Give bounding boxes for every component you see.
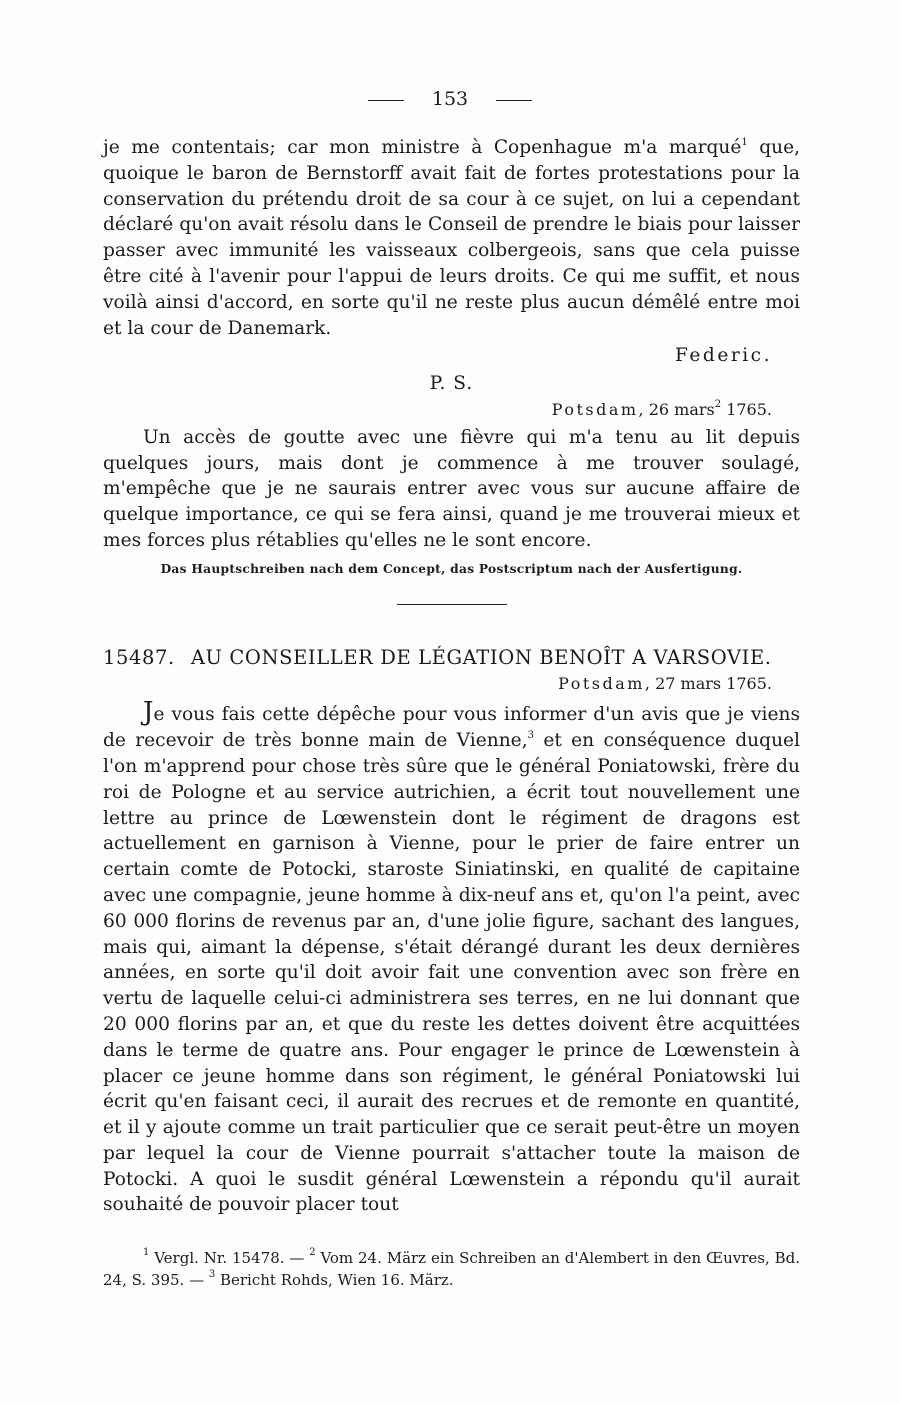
source-note: Das Hauptschreiben nach dem Concept, das Postscriptum nach der Ausfertigung. (160, 561, 743, 576)
footnote-text (103, 1247, 800, 1291)
footnote-2: Vom 24. März ein Schreiben an d'Alembert in den Œuvres, Bd. 24, S. 395. — (103, 1249, 800, 1289)
letter2-place: Potsdam (558, 673, 645, 693)
letter2-body-start: e vous fais cette dépêche pour vous informer d'un avis que je viens de recevoir de très bonne main de Vienne, (103, 704, 800, 752)
postscript-place: Potsdam (551, 399, 639, 419)
main-text (103, 135, 800, 1218)
page-number: 153 (431, 88, 469, 110)
letter2-dateline (103, 671, 800, 697)
letter2-body-cont: et en conséquence duquel l'on m'apprend pour chose très sûre que le général Poniatowski, frère du roi de Pologne et au service autrichien, a écrit tout nouvellement une lettre au prince de Lœwenstein dont le régiment de dragons est actuellement en garnison à Vienne, pour le prier de faire entrer un certain comte de Potocki, staroste Siniatinski, en qualité de capitaine avec une compagnie, jeune homme à dix-neuf ans et, qu'on l'a peint, avec 60 000 florins de revenus par an, d'une jolie figure, sachant des langues, mais qui, aimant la dépense, s'était dérangé durant les deux dernières années, en sorte qu'il doit avoir fait une convention avec son frère en vertu de laquelle celui-ci administrera ses terres, en ne lui donnant que 20 000 florins par an, et que du reste les dettes doivent être acquittées dans le terme de quatre ans. Pour engager le prince de Lœwenstein à placer ce jeune homme dans son régiment, le général Poniatowski lui écrit qu'en faisant ceci, il aurait des recrues et de remonte en quantité, et il y ajoute comme un trait particulier que ce serait peut-être un moyen par lequel la cour de Vienne pourrait s'attacher toute la maison de Potocki. A quoi le susdit général Lœwenstein a répondu qu'il aurait souhaité de pouvoir placer tout (103, 730, 800, 1216)
footnotes (103, 1247, 800, 1291)
footnote-ref-2: 2 (714, 398, 722, 410)
signature: Federic. (675, 345, 772, 367)
postscript-dateline (103, 397, 800, 423)
drop-cap: J (143, 697, 154, 728)
postscript-body: Un accès de goutte avec une fièvre qui m'a tenu au lit depuis quelques jours, mais dont je commence à me trouver soulagé, m'empêche que je ne saurais entrer avec vous sur aucune affaire de quelque importance, ce qui se fera ainsi, quand je me trouverai mieux et mes forces plus rétablies qu'elles ne le sont encore. (103, 426, 800, 551)
footnote-mark-1: 1 (143, 1247, 150, 1258)
footnote-mark-2: 2 (309, 1247, 316, 1258)
footnote-ref-1: 1 (741, 137, 748, 148)
postscript-date: , 26 mars (638, 399, 715, 419)
letter1-body (103, 135, 800, 341)
section-separator (397, 604, 507, 605)
letter1-body-cont: que, quoique le baron de Bernstorff avait fait de fortes protestations pour la conservation du prétendu droit de sa cour à ce sujet, on lui a cependant déclaré qu'on avait résolu dans le Conseil de prendre le biais pour laisser passer avec immunité les vaisseaux colbergeois, sans que cela puisse être cité à l'avenir pour l'appui de leurs droits. Ce qui me suffit, et nous voilà ainsi d'accord, en sorte qu'il ne reste plus aucun démêlé entre moi et la cour de Danemark. (103, 137, 800, 339)
postscript-label: P. S. (429, 373, 474, 395)
footnote-ref-3: 3 (527, 730, 534, 742)
footnote-mark-3: 3 (208, 1269, 216, 1280)
letter1-body-start: je me contentais; car mon ministre à Copenhague m'a marqué (103, 137, 742, 158)
postscript-year: 1765. (721, 399, 772, 419)
letter-number: 15487. (103, 645, 175, 669)
footnote-1: Vergl. Nr. 15478. — (149, 1249, 310, 1267)
footnote-3: Bericht Rohds, Wien 16. März. (215, 1271, 454, 1289)
running-header (0, 88, 900, 110)
letter2-body (103, 697, 800, 1218)
header-rule-right (496, 100, 532, 101)
letter-title: AU CONSEILLER DE LÉGATION BENOÎT A VARSOVIE. (190, 645, 772, 669)
header-rule-left (368, 100, 404, 101)
letter-heading (103, 645, 800, 671)
letter2-date: , 27 mars 1765. (644, 673, 772, 693)
